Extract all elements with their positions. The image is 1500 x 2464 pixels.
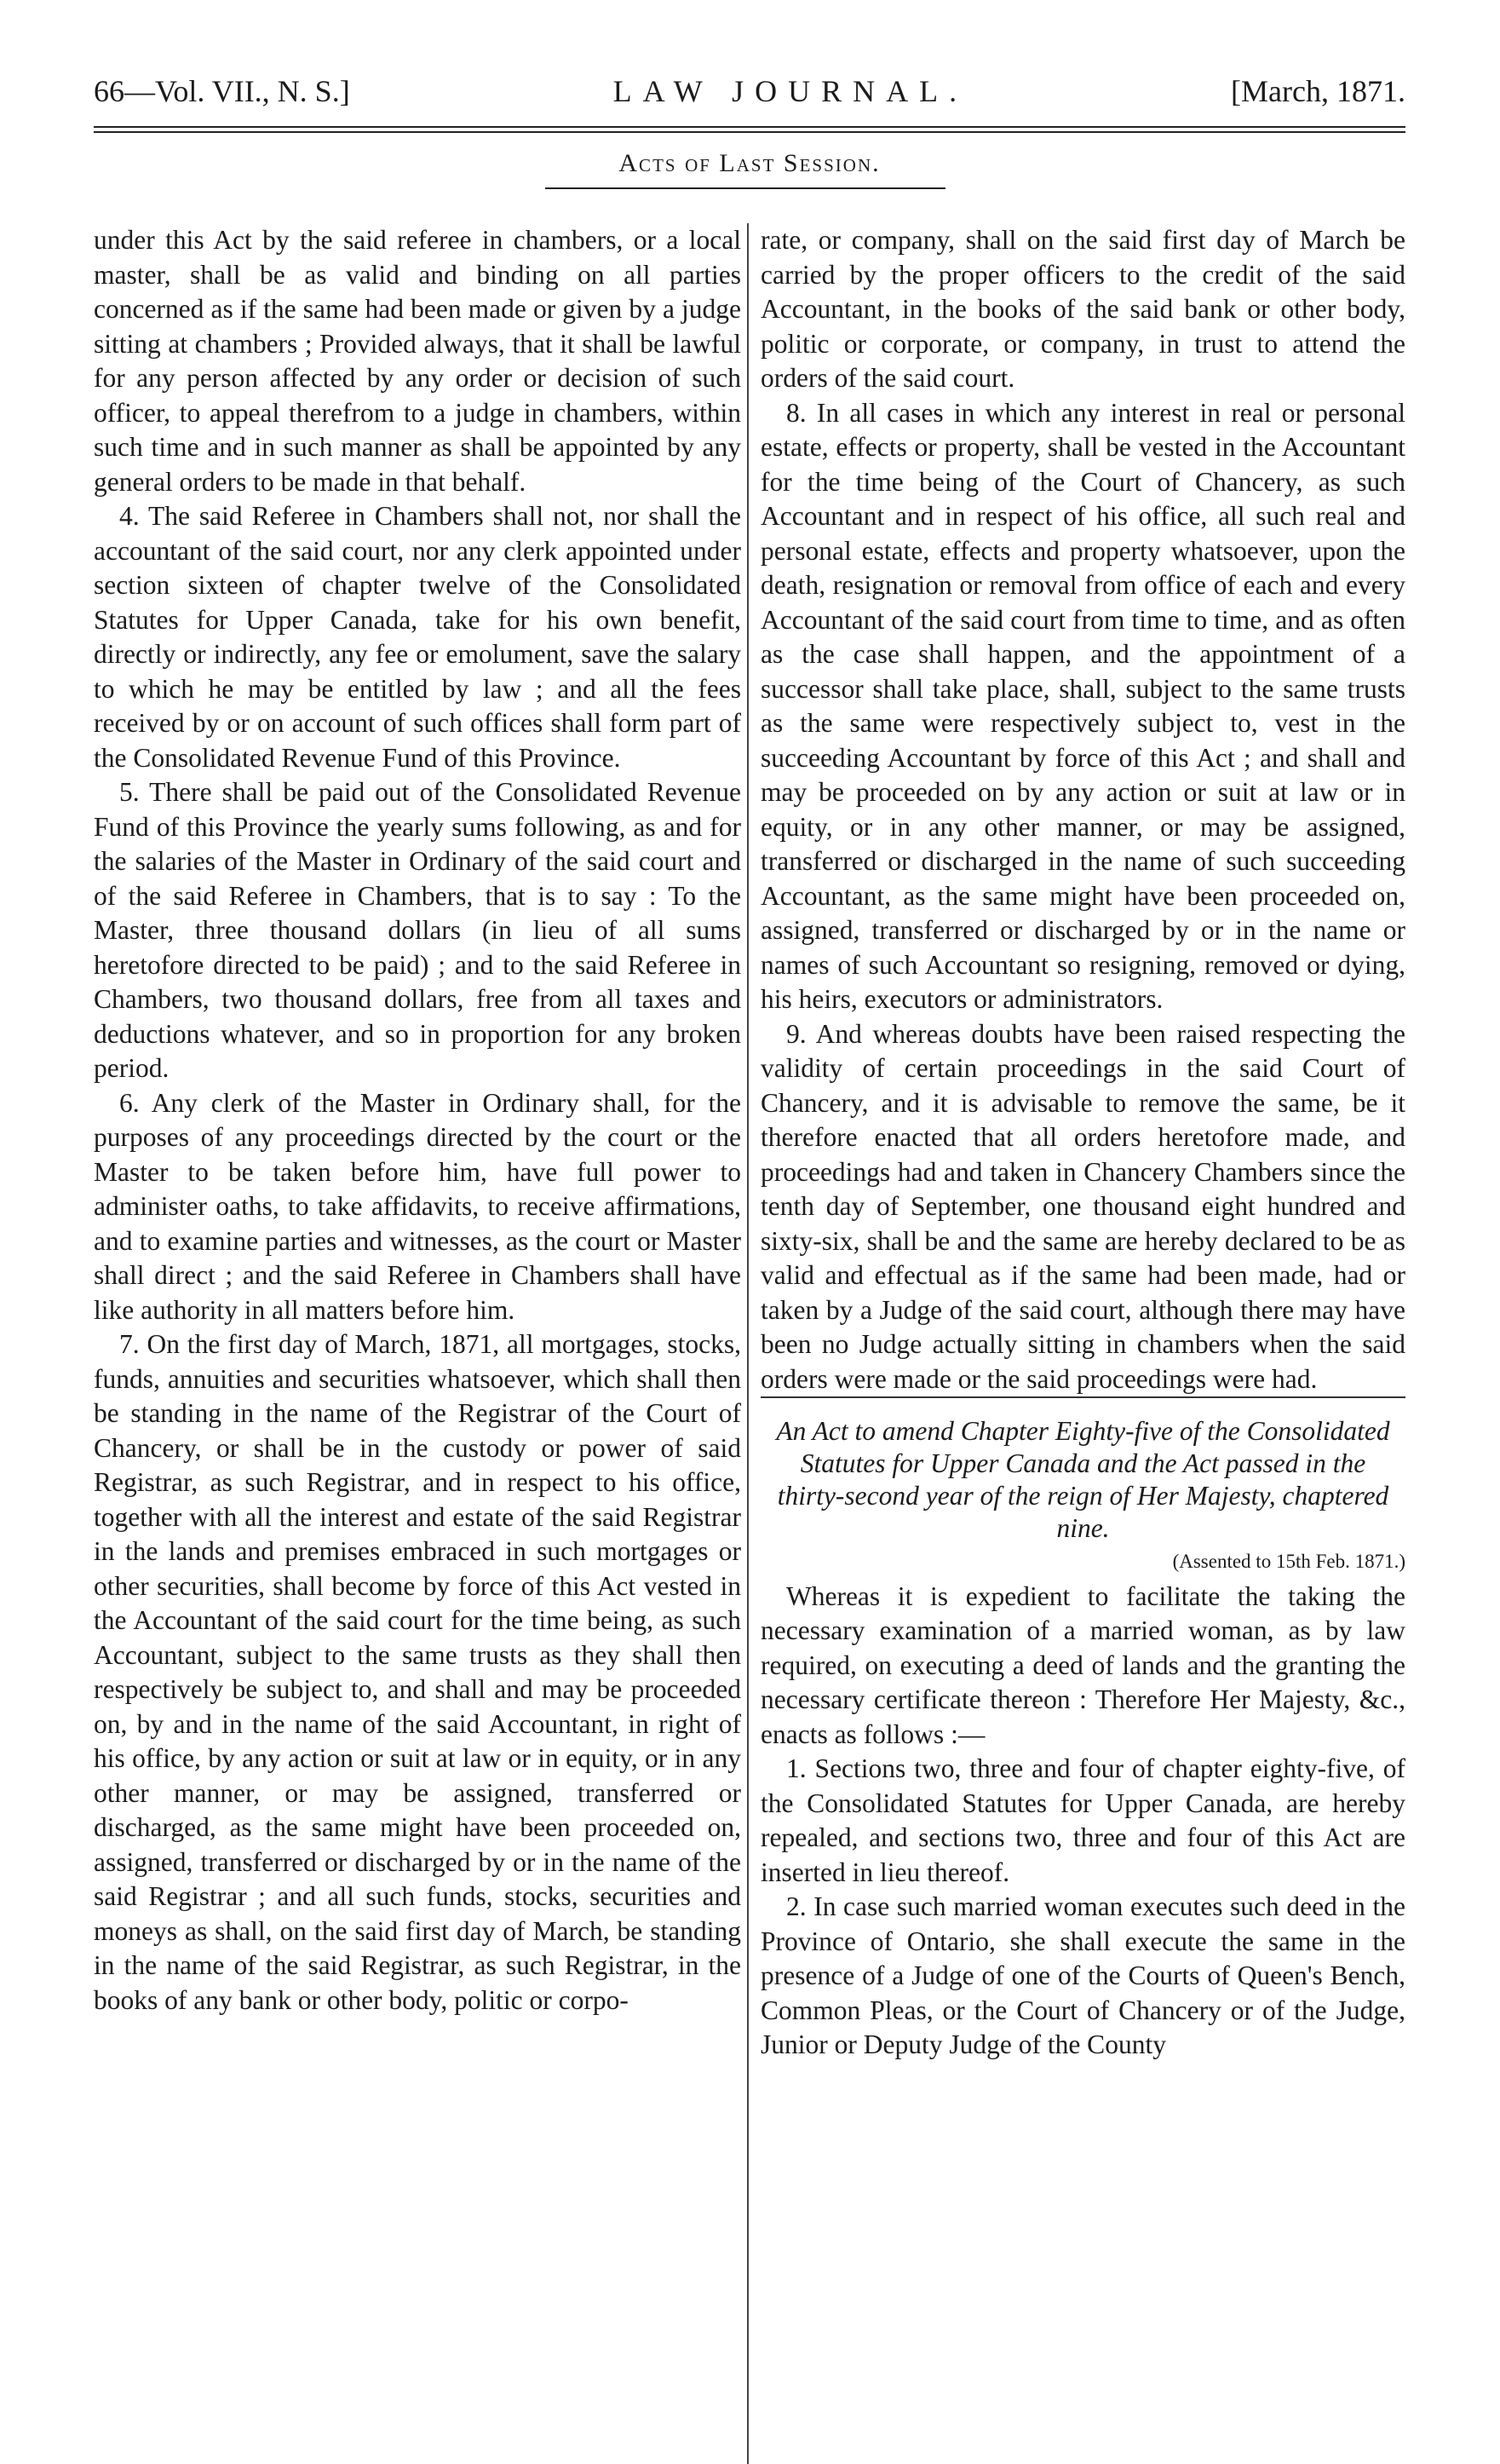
paragraph-section-9: 9. And whereas doubts have been raised respecting the validity of certain proceedings in the said Court of Chancery, and it is advisable to remove the same, be it therefore enacted that all orders heretofore made, and proceedings had and taken in Chancery Chambers since the tenth day of September, one thousand eight hundred and sixty-six, shall be and the same are hereby declared to be as valid and effectual as if the same had been made, had or taken by a Judge of the said court, although there may have been no Judge actually sitting in chambers when the said orders were made or the said proceedings were had.	[761, 1018, 1405, 1394]
left-column	[94, 223, 741, 2018]
page-header	[94, 73, 1405, 114]
assented-date: (Assented to 15th Feb. 1871.)	[1172, 1551, 1405, 1572]
act-title: An Act to amend Chapter Eighty-five of the Consolidated Statutes for Upper Canada and the Act passed in the thirty-second year of the reign of Her Majesty, chaptered nine.	[761, 1396, 1405, 1545]
header-rule-bottom	[94, 131, 1405, 133]
paragraph-continuation: rate, or company, shall on the said first day of March be carried by the proper officers to the credit of the said Accountant, in the books of the said bank or other body, politic or corporate, or company, in trust to attend the orders of the said court.	[761, 225, 1405, 393]
paragraph-preamble: Whereas it is expedient to facilitate the taking the necessary examination of a married woman, as by law required, on executing a deed of lands and the granting the necessary certificate thereon : Therefore Her Majesty, &c., enacts as follows :—	[761, 1580, 1405, 1749]
header-volume: 66—Vol. VII., N. S.]	[94, 74, 350, 108]
paragraph-new-section-2: 2. In case such married woman executes such deed in the Province of Ontario, she shall execute the same in the presence of a Judge of one of the Courts of Queen's Bench, Common Pleas, or the Court of Chancery or of the Judge, Junior or Deputy Judge of the County	[761, 1891, 1405, 2059]
header-journal-title: LAW JOURNAL.	[612, 74, 968, 108]
paragraph-section-8: 8. In all cases in which any interest in real or personal estate, effects or property, shall be vested in the Accountant for the time being of the Court of Chancery, as such Accountant and in respect of his office, all such real and personal estate, effects and property whatsoever, upon the death, resignation or removal from office of each and every Accountant of the said court from time to time, and as often as the case shall happen, and the appointment of a successor shall take place, shall, subject to the same trusts as the same were respectively subject to, vest in the succeeding Accountant by force of this Act ; and shall and may be proceeded on by any action or suit at law or in equity, or in any other manner, or may be assigned, transferred or discharged in the name of such succeeding Accountant, as the same might have been proceeded on, assigned, transferred or discharged by or in the name or names of such Accountant so resigning, removed or dying, his heirs, executors or administrators.	[761, 397, 1405, 1014]
paragraph-section-7: 7. On the first day of March, 1871, all mortgages, stocks, funds, annuities and securities whatsoever, which shall then be standing in the name of the Registrar of the Court of Chancery, or shall be in the custody or power of said Registrar, as such Registrar, and in respect to his office, together with all the interest and estate of the said Registrar in the lands and premises embraced in such mortgages or other securities, shall become by force of this Act vested in the Accountant of the said court for the time being, as such Accountant, subject to the same trusts as they shall then respectively be subject to, and shall and may be proceeded on, by and in the name of the said Accountant, in right of his office, by any action or suit at law or in equity, or in any other manner, or may be assigned, transferred or discharged, as the same might have been proceeded on, assigned, transferred or discharged by or in the name of the said Registrar ; and all such funds, stocks, securities and moneys as shall, on the said first day of March, be standing in the name of the said Registrar, as such Registrar, in the books of any bank or other body, politic or corpo-	[94, 1329, 741, 2015]
paragraph-section-4: 4. The said Referee in Chambers shall not, nor shall the accountant of the said court, nor any clerk appointed under section sixteen of chapter twelve of the Consolidated Statutes for Upper Canada, take for his own benefit, directly or indirectly, any fee or emolument, save the salary to which he may be entitled by law ; and all the fees received by or on account of such offices shall form part of the Consolidated Revenue Fund of this Province.	[94, 501, 741, 773]
header-date: [March, 1871.	[1231, 74, 1405, 108]
paragraph-continuation: under this Act by the said referee in chambers, or a local master, shall be as valid and binding on all parties concerned as if the same had been made or given by a judge sitting at chambers ; Provided always, that it shall be lawful for any person affected by any order or decision of such officer, to appeal therefrom to a judge in chambers, within such time and in such manner as shall be appointed by any general orders to be made in that behalf.	[94, 225, 741, 497]
section-title-rule	[545, 187, 945, 189]
paragraph-section-6: 6. Any clerk of the Master in Ordinary shall, for the purposes of any proceedings directed by the court or the Master to be taken before him, have full power to administer oaths, to take affidavits, to receive affirmations, and to examine parties and witnesses, as the court or Master shall direct ; and the said Referee in Chambers shall have like authority in all matters before him.	[94, 1087, 741, 1325]
column-divider	[747, 223, 749, 2464]
right-column	[761, 223, 1405, 2063]
paragraph-new-section-1: 1. Sections two, three and four of chapter eighty-five, of the Consolidated Statutes for Upper Canada, are hereby repealed, and sections two, three and four of this Act are inserted in lieu thereof.	[761, 1753, 1405, 1887]
section-title: Acts of Last Session.	[618, 149, 881, 177]
paragraph-section-5: 5. There shall be paid out of the Consolidated Revenue Fund of this Province the yearly sums following, as and for the salaries of the Master in Ordinary of the said court and of the said Referee in Chambers, that is to say : To the Master, three thousand dollars (in lieu of all sums heretofore directed to be paid) ; and to the said Referee in Chambers, two thousand dollars, free from all taxes and deductions whatever, and so in proportion for any broken period.	[94, 777, 741, 1083]
header-rule-top	[94, 126, 1405, 128]
